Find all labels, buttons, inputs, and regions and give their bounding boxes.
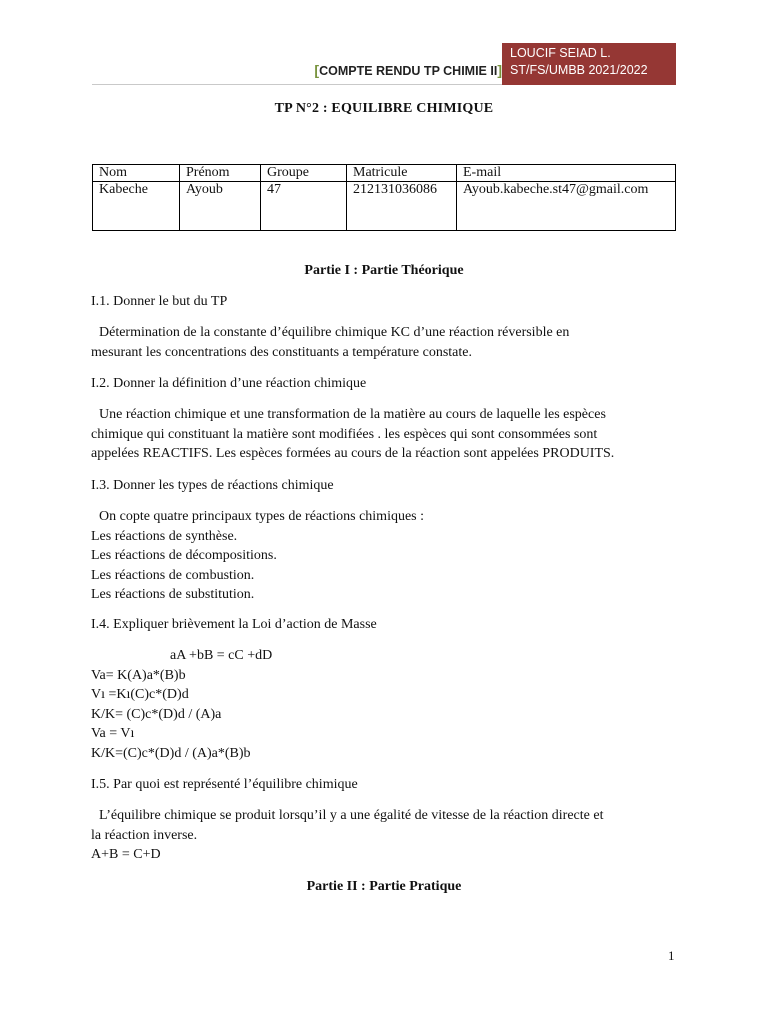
answer-3 bbox=[91, 507, 681, 605]
table-row bbox=[93, 182, 676, 231]
mass-action-equation: aA +bB = cC +dD bbox=[170, 648, 273, 663]
answer-5-line: la réaction inverse. bbox=[91, 827, 198, 843]
table-cell: 47 bbox=[261, 182, 347, 231]
question-3: I.3. Donner les types de réactions chimique bbox=[91, 478, 334, 493]
header-bracket-close: ] bbox=[497, 62, 502, 78]
list-item: Les réactions de substitution. bbox=[91, 587, 255, 602]
part1-heading: Partie I : Partie Théorique bbox=[304, 263, 464, 278]
formula-line: K/K= (C)c*(D)d / (A)a bbox=[91, 706, 222, 722]
header-author-line1: LOUCIF SEIAD L. bbox=[510, 46, 611, 60]
answer-2 bbox=[91, 405, 681, 464]
table-cell: Kabeche bbox=[93, 182, 180, 231]
answer-3-intro: On copte quatre principaux types de réactions chimiques : bbox=[99, 509, 425, 524]
answer-5-equation: A+B = C+D bbox=[91, 847, 161, 862]
table-header-cell: Matricule bbox=[347, 165, 457, 182]
list-item: Les réactions de combustion. bbox=[91, 567, 255, 583]
answer-5-line: L’équilibre chimique se produit lorsqu’il y a une égalité de vitesse de la réaction directe et bbox=[99, 808, 604, 823]
header-author-line2: ST/FS/UMBB 2021/2022 bbox=[510, 63, 648, 77]
header-author-box bbox=[502, 43, 676, 85]
header-bracket-open: [ bbox=[314, 62, 320, 78]
table-cell: Ayoub bbox=[180, 182, 261, 231]
answer-2-line: chimique qui constituant la matière sont modifiées . les espèces qui sont consommées sont bbox=[91, 426, 598, 442]
table-cell: 212131036086 bbox=[347, 182, 457, 231]
table-header-cell: Nom bbox=[93, 165, 180, 182]
header-title bbox=[200, 62, 502, 78]
table-header-cell: Groupe bbox=[261, 165, 347, 182]
answer-1-line: Détermination de la constante d’équilibre chimique KC d’une réaction réversible en bbox=[99, 325, 570, 340]
table-header-cell: E-mail bbox=[457, 165, 676, 182]
question-1: I.1. Donner le but du TP bbox=[91, 294, 228, 309]
question-5: I.5. Par quoi est représenté l’équilibre chimique bbox=[91, 777, 358, 792]
list-item: Les réactions de décompositions. bbox=[91, 548, 277, 563]
student-info-table bbox=[92, 164, 676, 231]
table-header-row bbox=[93, 165, 676, 182]
table-cell: Ayoub.kabeche.st47@gmail.com bbox=[457, 182, 676, 231]
answer-4 bbox=[91, 646, 681, 763]
page-number: 1 bbox=[668, 948, 675, 963]
formula-line: Va = Vı bbox=[91, 726, 135, 741]
question-2: I.2. Donner la définition d’une réaction chimique bbox=[91, 376, 367, 391]
formula-line: Va= K(A)a*(B)b bbox=[91, 667, 186, 683]
part2-heading: Partie II : Partie Pratique bbox=[306, 879, 462, 894]
formula-line: Vı =Kı(C)c*(D)d bbox=[91, 687, 189, 702]
header-title-text: COMPTE RENDU TP CHIMIE II bbox=[319, 64, 498, 78]
table-header-cell: Prénom bbox=[180, 165, 261, 182]
document-title: TP N°2 : EQUILIBRE CHIMIQUE bbox=[274, 101, 494, 116]
answer-5 bbox=[91, 806, 681, 865]
formula-line: K/K=(C)c*(D)d / (A)a*(B)b bbox=[91, 745, 251, 761]
answer-2-line: appelées REACTIFS. Les espèces formées au cours de la réaction sont appelées PRODUITS. bbox=[91, 446, 615, 461]
answer-1 bbox=[91, 323, 681, 362]
answer-1-line: mesurant les concentrations des constituants a température constate. bbox=[91, 344, 472, 360]
list-item: Les réactions de synthèse. bbox=[91, 528, 238, 544]
answer-2-line: Une réaction chimique et une transformation de la matière au cours de laquelle les espèces bbox=[99, 407, 606, 422]
header-rule bbox=[92, 84, 502, 85]
question-4: I.4. Expliquer brièvement la Loi d’action de Masse bbox=[91, 617, 377, 632]
